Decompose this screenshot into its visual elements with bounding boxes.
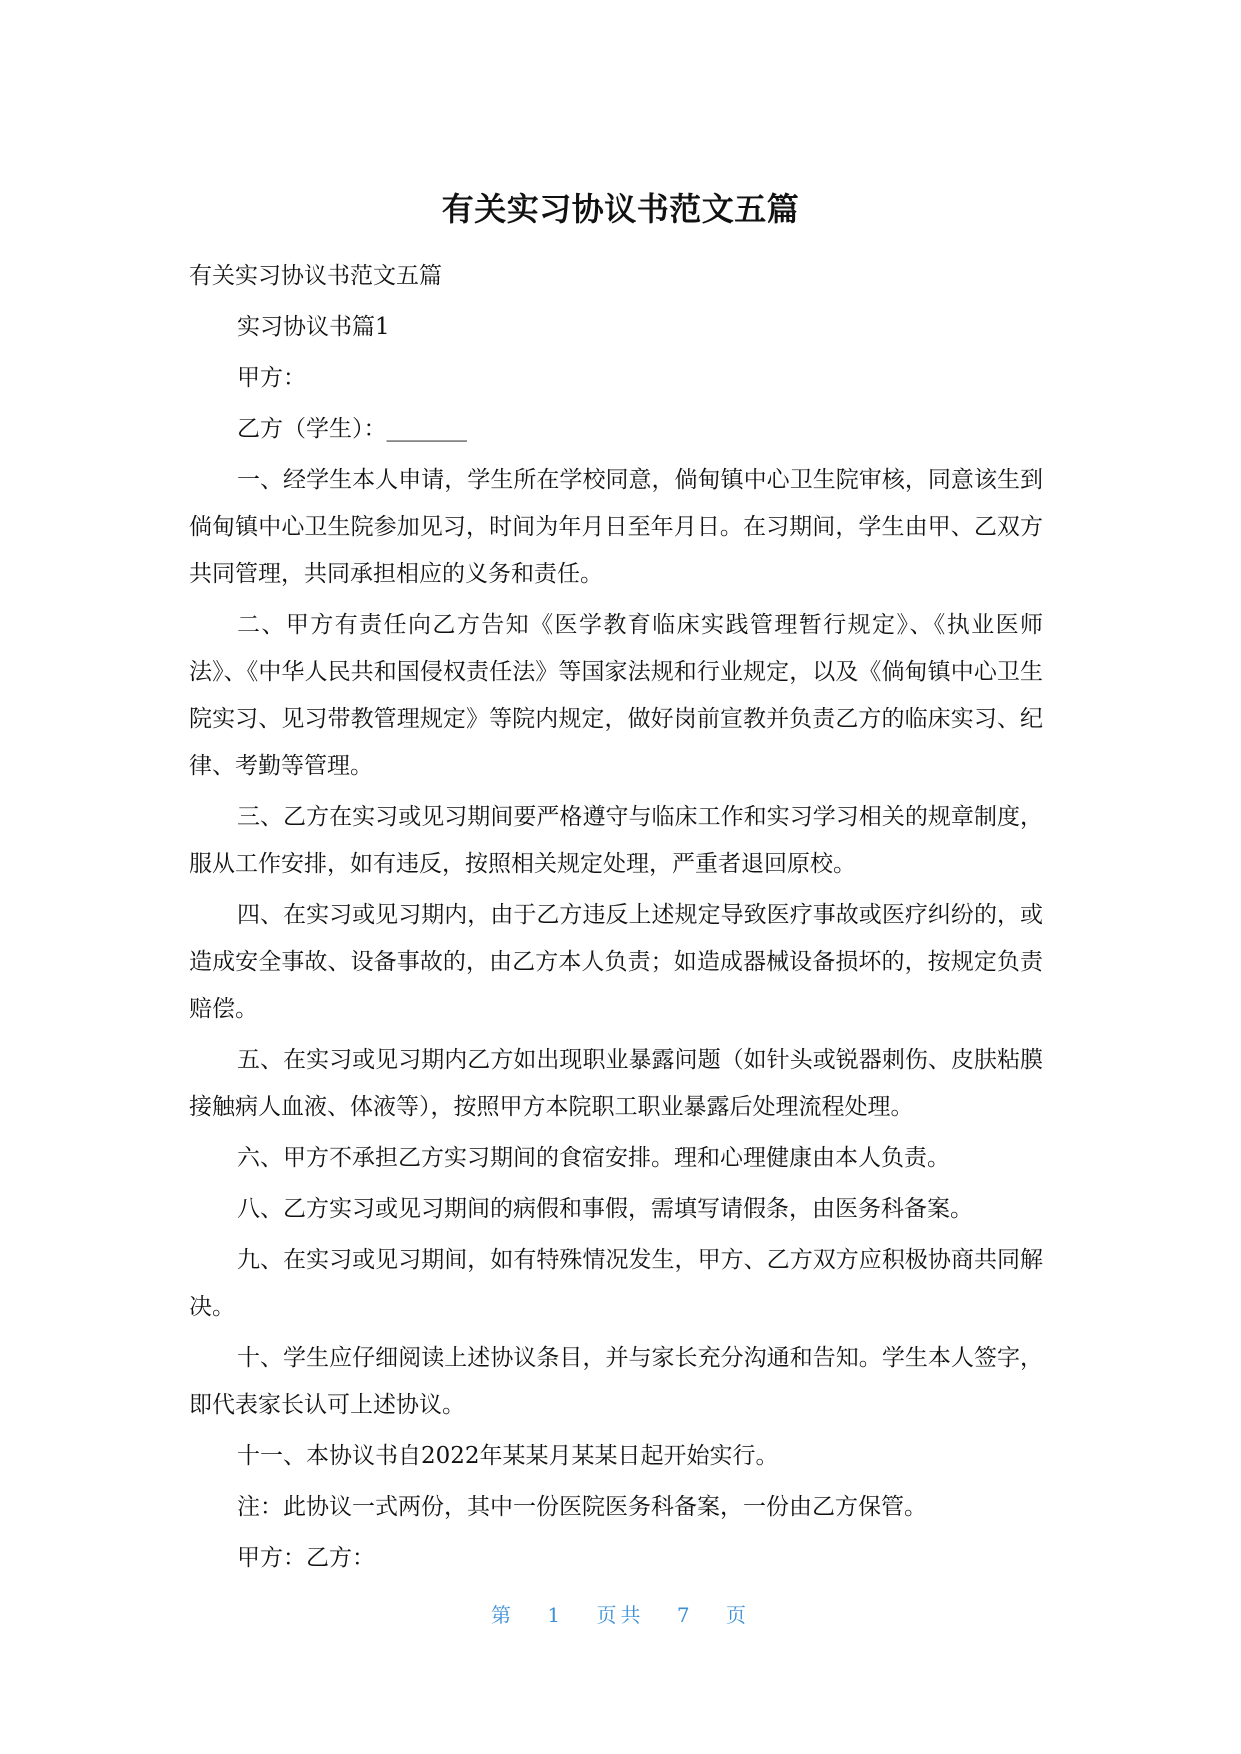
section-heading: 实习协议书篇1 xyxy=(237,314,390,340)
clause-paragraph: 八、乙方实习或见习期间的病假和事假，需填写请假条，由医务科备案。 xyxy=(237,1196,973,1222)
clause-paragraph: 六、甲方不承担乙方实习期间的食宿安排。理和心理健康由本人负责。 xyxy=(237,1145,950,1171)
clause-paragraph: 三、乙方在实习或见习期间要严格遵守与临床工作和实习学习相关的规章制度，服从工作安排，如有违反，按照相关规定处理，严重者退回原校。 xyxy=(189,804,1043,877)
footer-label-end: 页 xyxy=(725,1603,750,1627)
party-b-line: 乙方（学生）：_______ xyxy=(237,416,467,442)
clause-paragraph: 二、甲方有责任向乙方告知《医学教育临床实践管理暂行规定》、《执业医师法》、《中华人民共和国侵权责任法》等国家法规和行业规定，以及《倘甸镇中心卫生院实习、见习带教管理规定》等院内规定，做好岗前宣教并负责乙方的临床实习、纪律、考勤等管理。 xyxy=(189,612,1043,779)
signature-line: 甲方：乙方： xyxy=(237,1545,375,1571)
subtitle-paragraph: 有关实习协议书范文五篇 xyxy=(189,263,442,289)
party-a-line: 甲方： xyxy=(237,365,306,391)
document-title: 有关实习协议书范文五篇 xyxy=(441,190,800,228)
clause-paragraph: 五、在实习或见习期内乙方如出现职业暴露问题（如针头或锐器刺伤、皮肤粘膜接触病人血液、体液等），按照甲方本院职工职业暴露后处理流程处理。 xyxy=(189,1047,1043,1120)
clause-paragraph: 四、在实习或见习期内，由于乙方违反上述规定导致医疗事故或医疗纠纷的，或造成安全事故、设备事故的，由乙方本人负责；如造成器械设备损坏的，按规定负责赔偿。 xyxy=(189,902,1043,1022)
footer-label-of: 页共 xyxy=(596,1603,645,1627)
footer-current-page: 1 xyxy=(547,1603,565,1627)
document-body xyxy=(189,253,1043,1586)
footer-total-pages: 7 xyxy=(676,1603,694,1627)
note-paragraph: 注：此协议一式两份，其中一份医院医务科备案，一份由乙方保管。 xyxy=(237,1494,927,1520)
clause-paragraph: 九、在实习或见习期间，如有特殊情况发生，甲方、乙方双方应积极协商共同解决。 xyxy=(189,1247,1043,1320)
clause-paragraph: 十、学生应仔细阅读上述协议条目，并与家长充分沟通和告知。学生本人签字，即代表家长认可上述协议。 xyxy=(189,1345,1043,1418)
page-footer xyxy=(0,1600,1241,1630)
footer-label-page: 第 xyxy=(491,1603,516,1627)
clause-paragraph: 一、经学生本人申请，学生所在学校同意，倘甸镇中心卫生院审核，同意该生到倘甸镇中心卫生院参加见习，时间为年月日至年月日。在习期间，学生由甲、乙双方共同管理，共同承担相应的义务和责任。 xyxy=(189,467,1043,587)
clause-paragraph: 十一、本协议书自2022年某某月某某日起开始实行。 xyxy=(237,1443,779,1469)
